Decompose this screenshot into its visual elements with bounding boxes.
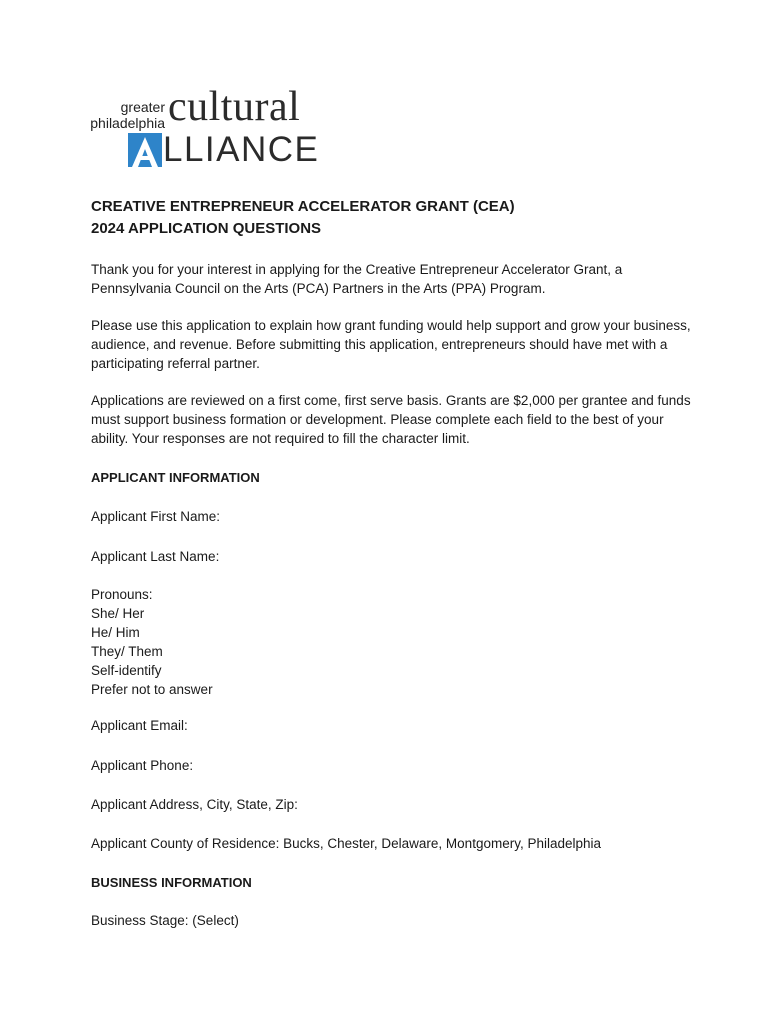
applicant-last-name-field: Applicant Last Name:: [91, 549, 220, 564]
intro-paragraph-2: Please use this application to explain how grant funding would help support and grow your business, audience, and revenue. Before submitting this application, entrepreneurs should have met with a participating referral partner.: [91, 318, 691, 371]
business-information-heading: BUSINESS INFORMATION: [91, 875, 252, 890]
pronoun-option: He/ Him: [91, 625, 140, 640]
logo-alliance: [128, 132, 319, 168]
title-line-1: CREATIVE ENTREPRENEUR ACCELERATOR GRANT (CEA): [91, 198, 515, 215]
applicant-information-heading: APPLICANT INFORMATION: [91, 470, 260, 485]
intro-paragraph-1: Thank you for your interest in applying for the Creative Entrepreneur Accelerator Grant, a Pennsylvania Council on the Arts (PCA) Partners in the Arts (PPA) Program.: [91, 262, 623, 296]
logo-text-philadelphia: philadelphia: [90, 115, 165, 131]
logo-a-mark-icon: [128, 133, 162, 167]
business-stage-field: Business Stage: (Select): [91, 913, 239, 928]
document-title: [91, 196, 691, 240]
applicant-first-name-field: Applicant First Name:: [91, 509, 221, 524]
pronoun-option: They/ Them: [91, 644, 163, 659]
pronouns-label: Pronouns:: [91, 587, 153, 602]
applicant-county-field: Applicant County of Residence: Bucks, Chester, Delaware, Montgomery, Philadelphia: [91, 836, 602, 851]
pronoun-option: She/ Her: [91, 606, 145, 621]
logo-text-cultural: cultural: [168, 84, 301, 130]
pronoun-option: Self-identify: [91, 663, 162, 678]
pronoun-option: Prefer not to answer: [91, 682, 213, 697]
logo-text-alliance: LLIANCE: [163, 130, 320, 169]
applicant-email-field: Applicant Email:: [91, 718, 188, 733]
applicant-phone-field: Applicant Phone:: [91, 758, 194, 773]
pronouns-group: [91, 585, 691, 699]
intro-paragraph-3: Applications are reviewed on a first come, first serve basis. Grants are $2,000 per grantee and funds must support business formation or development. Please complete each field to the best of your ability. Your responses are not required to fill the character limit.: [91, 393, 691, 446]
title-line-2: 2024 APPLICATION QUESTIONS: [91, 220, 322, 237]
applicant-address-field: Applicant Address, City, State, Zip:: [91, 797, 298, 812]
logo-text-greater: greater: [120, 99, 165, 115]
cultural-alliance-logo: [90, 84, 320, 172]
